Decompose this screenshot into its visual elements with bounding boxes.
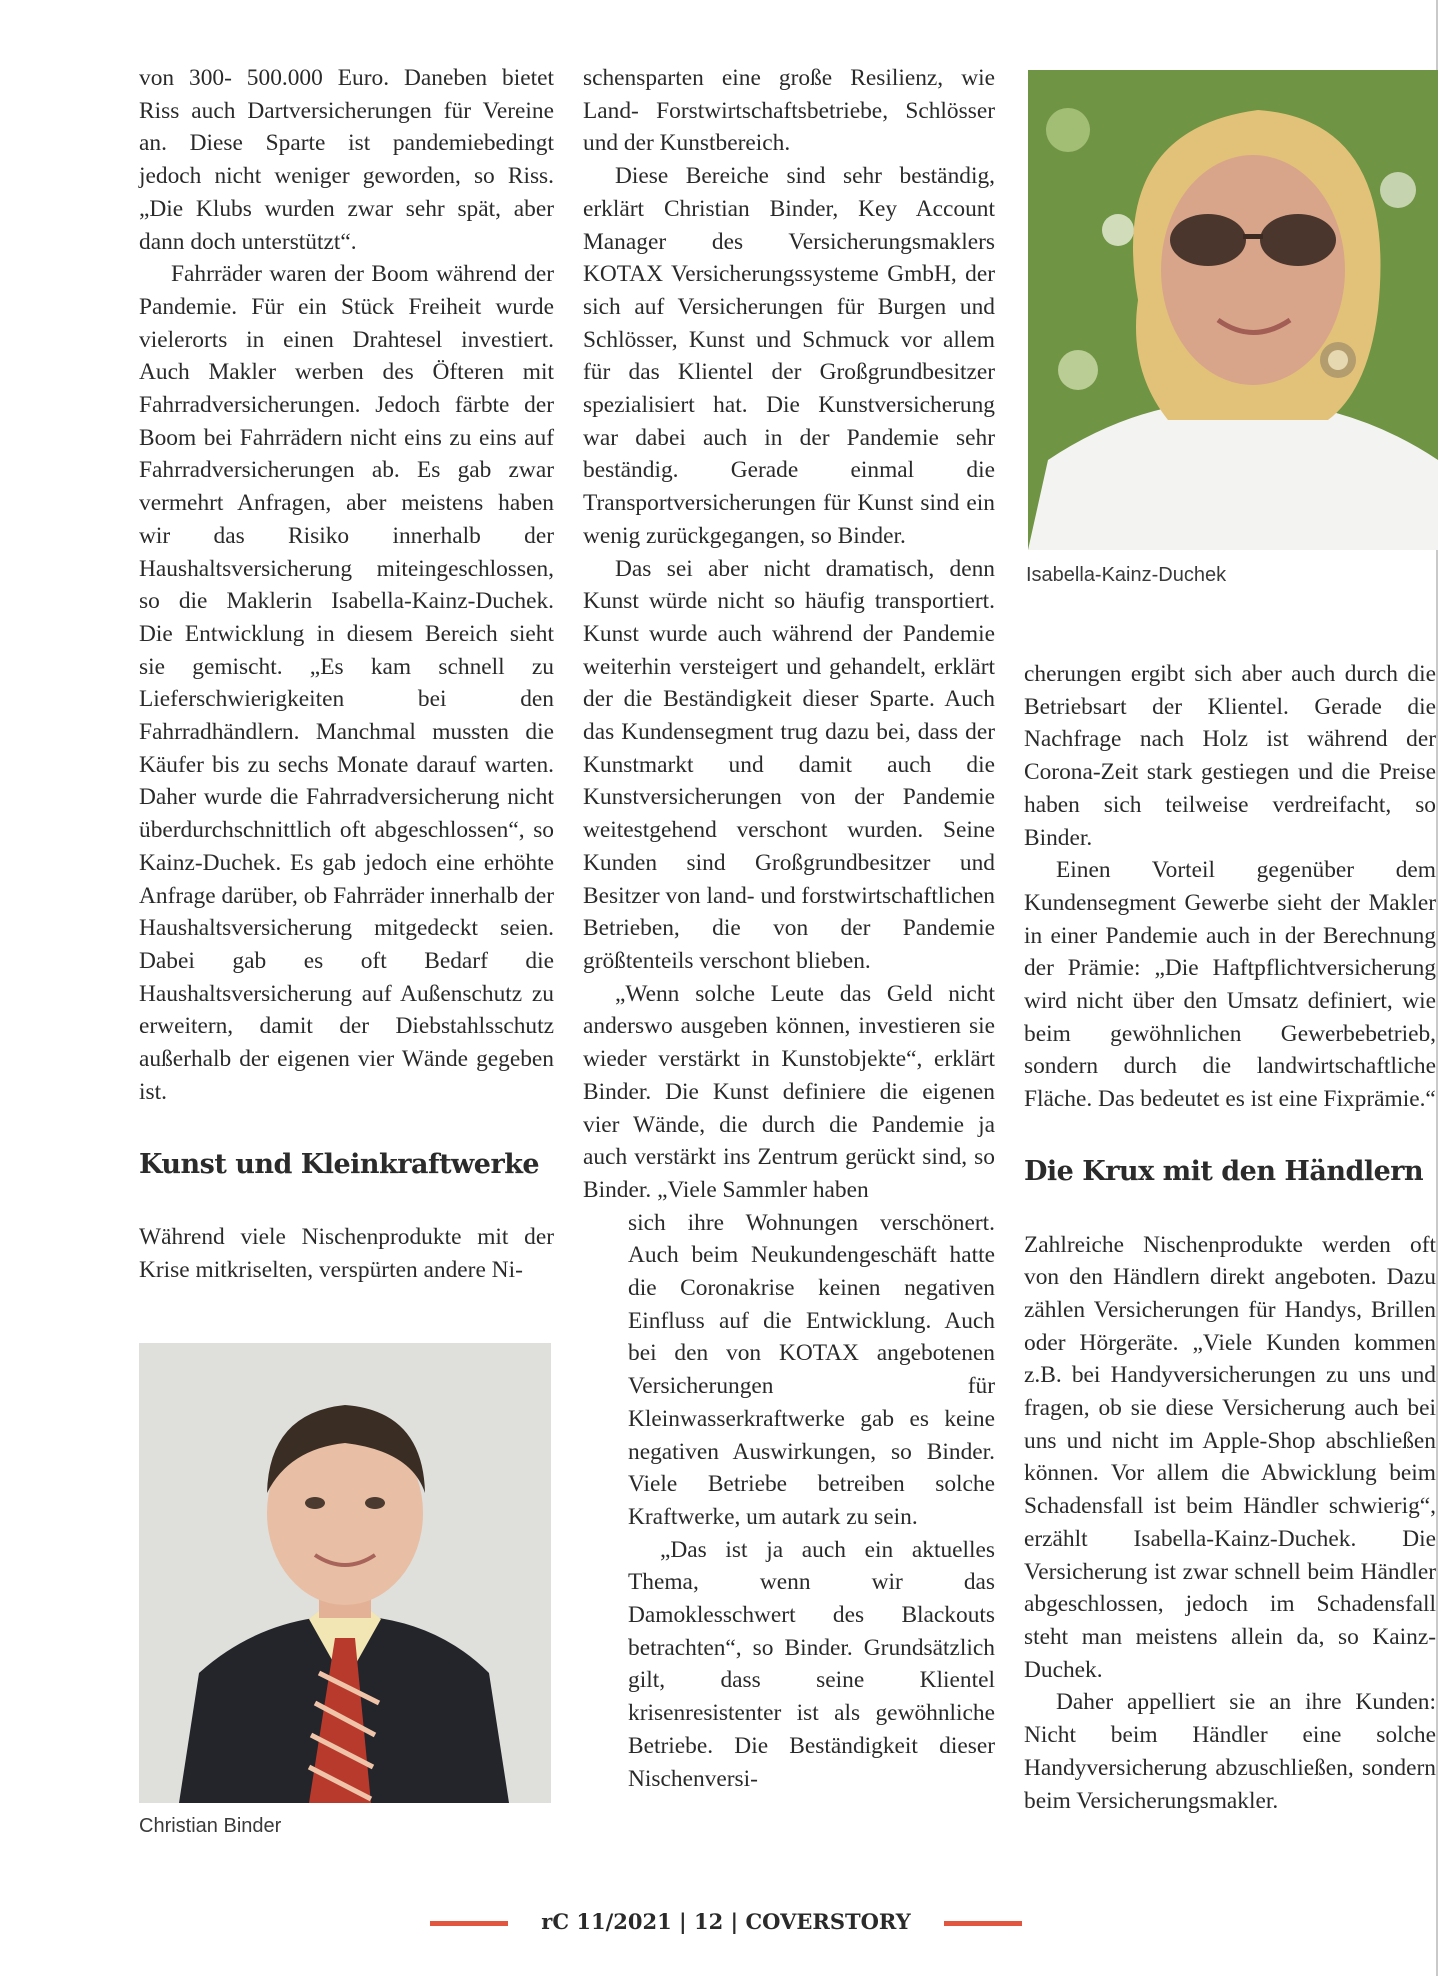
paragraph: Daher appelliert sie an ihre Kunden: Nicht beim Händler eine solche Handyversicherung abzuschließen, sondern beim Versicherungsmakler. (1024, 1689, 1436, 1814)
paragraph: „Wenn solche Leute das Geld nicht anderswo ausgeben können, investieren sie wieder verstärkt in Kunstobjekte“, erklärt Binder. Die Kunst definiere die eigenen vier Wände, die durch die Pandemie ja auch verstärkt ins Zentrum gerückt sind, so Binder. „Viele Sammler haben (583, 980, 995, 1203)
paragraph: Zahlreiche Nischenprodukte werden oft von den Händlern direkt angeboten. Dazu zählen Versicherungen für Handys, Brillen oder Hörgeräte. „Viele Kunden kommen z.B. bei Handyversicherungen zu uns und fragen, ob sie diese Versicherung auch bei uns und nicht im Apple-Shop abschließen können. Vor allem die Abwicklung beim Schadensfall ist beim Händler schwierig“, erzählt Isabella-Kainz-Duchek. Die Versicherung ist zwar schnell beim Händler abgeschlossen, jedoch im Schadensfall steht man meistens allein da, so Kainz-Duchek. (1024, 1231, 1436, 1683)
photo-christian-binder (139, 1343, 551, 1803)
footer-rule-left (430, 1921, 508, 1926)
paragraph: Während viele Nischenprodukte mit der Krise mitkriselten, verspürten andere Ni- (139, 1224, 554, 1283)
photo-caption-binder: Christian Binder (139, 1815, 282, 1837)
photo-isabella-kainz-duchek (1028, 70, 1438, 550)
section-heading-kunst: Kunst und Kleinkraftwerke (139, 1148, 540, 1180)
footer-issue-label: rC 11/2021 | 12 | COVERSTORY (541, 1909, 911, 1934)
paragraph: cherungen ergibt sich aber auch durch die Betriebsart der Klientel. Gerade die Nachfrage nach Holz ist während der Corona-Zeit stark gestiegen und die Preise haben sich teilweise verdreifacht, so Binder. (1024, 661, 1436, 851)
photo-caption-kainz: Isabella-Kainz-Duchek (1026, 564, 1227, 586)
paragraph: Diese Bereiche sind sehr beständig, erklärt Christian Binder, Key Account Manager des Versicherungsmaklers KOTAX Versicherungssysteme GmbH, der sich auf Versicherungen für Burgen und Schlösser, Kunst und Schmuck vor allem für das Klientel der Großgrundbesitzer spezialisiert hat. Die Kunstversicherung war dabei auch in der Pandemie sehr beständig. Gerade einmal die Transportversicherungen für Kunst sind ein wenig zurückgegangen, so Binder. (583, 163, 995, 549)
article-column-1 (139, 62, 554, 1287)
paragraph: Das sei aber nicht dramatisch, denn Kunst würde nicht so häufig transportiert. Kunst wurde auch während der Pandemie weiterhin versteigert und gehandelt, erklärt der die Beständigkeit dieser Sparte. Auch das Kundensegment trug dazu bei, dass der Kunstmarkt und damit auch die Kunstversicherungen von der Pandemie weitestgehend verschont wurden. Seine Kunden sind Großgrundbesitzer und Besitzer von land- und forstwirtschaftlichen Betrieben, die von der Pandemie größtenteils verschont blieben. (583, 555, 995, 974)
paragraph: „Das ist ja auch ein aktuelles Thema, wenn wir das Damoklesschwert des Blackouts betrachten“, so Binder. Grundsätzlich gilt, dass seine Klientel krisenresistenter ist als gewöhnliche Betriebe. Die Beständigkeit dieser Nischenversi- (628, 1536, 995, 1792)
footer-rule-right (944, 1921, 1022, 1926)
article-column-2 (583, 62, 995, 1795)
indented-text-block (628, 1207, 995, 1796)
paragraph: sich ihre Wohnungen verschönert. Auch beim Neukundengeschäft hatte die Coronakrise keinen negativen Einfluss auf die Entwicklung. Auch bei den von KOTAX angebotenen Versicherungen für Kleinwasserkraftwerke gab es keine negativen Auswirkungen, so Binder. Viele Betriebe betreiben solche Kraftwerke, um autark zu sein. (628, 1209, 995, 1530)
article-column-3 (1024, 658, 1436, 1817)
paragraph: schensparten eine große Resilienz, wie Land- Forstwirtschaftsbetriebe, Schlösser und der Kunstbereich. (583, 65, 995, 157)
section-heading-krux: Die Krux mit den Händlern (1024, 1155, 1424, 1187)
paragraph: von 300- 500.000 Euro. Daneben bietet Riss auch Dartversicherungen für Vereine an. Diese Sparte ist pandemiebedingt jedoch nicht weniger geworden, so Riss. „Die Klubs wurden zwar sehr spät, aber dann doch unterstützt“. (139, 65, 554, 255)
page-footer (0, 1909, 1452, 1934)
paragraph: Einen Vorteil gegenüber dem Kundensegment Gewerbe sieht der Makler in einer Pandemie auch in der Berechnung der Prämie: „Die Haftpflichtversicherung wird nicht über den Umsatz definiert, wie beim gewöhnlichen Gewerbebetrieb, sondern durch die landwirtschaftliche Fläche. Das bedeutet es ist eine Fixprämie.“ (1024, 857, 1436, 1113)
paragraph: Fahrräder waren der Boom während der Pandemie. Für ein Stück Freiheit wurde vielerorts in einen Drahtesel investiert. Auch Makler werben des Öfteren mit Fahrradversicherungen. Jedoch färbte der Boom bei Fahrrädern nicht eins zu eins auf Fahrradversicherungen ab. Es gab zwar vermehrt Anfragen, aber meistens haben wir das Risiko innerhalb der Haushaltsversicherung miteingeschlossen, so die Maklerin Isabella-Kainz-Duchek. Die Entwicklung in diesem Bereich sieht sie gemischt. „Es kam schnell zu Lieferschwierigkeiten bei den Fahrradhändlern. Manchmal mussten die Käufer bis zu sechs Monate darauf warten. Daher wurde die Fahrradversicherung nicht überdurchschnittlich oft abgeschlossen“, so Kainz-Duchek. Es gab jedoch eine erhöhte Anfrage darüber, ob Fahrräder innerhalb der Haushaltsversicherung mitgedeckt seien. Dabei gab es oft Bedarf die Haushaltsversicherung auf Außenschutz zu erweitern, damit der Diebstahlsschutz außerhalb der eigenen vier Wände gegeben ist. (139, 261, 554, 1105)
